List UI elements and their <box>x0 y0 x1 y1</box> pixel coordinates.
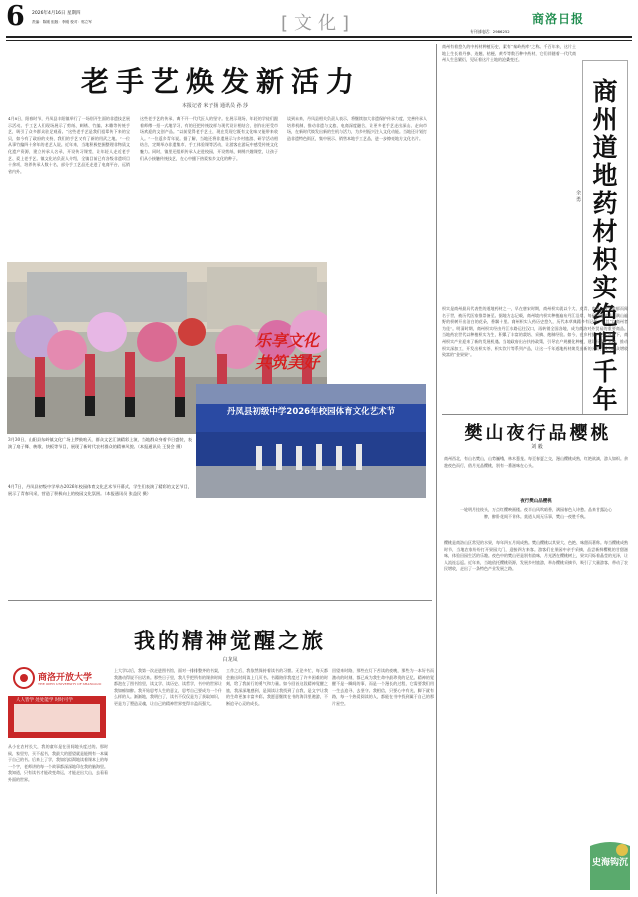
section-divider <box>8 600 432 601</box>
masthead-rule-thin <box>6 40 632 41</box>
stage-photo <box>196 384 426 498</box>
second-byline: 白龙凤 <box>222 657 238 663</box>
second-column-1: 从小在农村长大，我的童年是在田间地头度过的。那时候，家里穷，买不起书，我最大的愿望就是能拥有一本属于自己的书。后来上了学，我如饥似渴地读着课本上的每一个字，老师讲的每一个故事都深深地印在我的脑海里。我知道，只有读书才能改变命运，才能走出大山，去看看外面的世界。 <box>8 744 108 782</box>
paper-logo: 商洛日报 <box>532 12 585 26</box>
column-separator <box>436 44 437 894</box>
hotline: 专刊部电话：2986252 <box>470 29 510 34</box>
stage-banner: 丹凤县初级中学2026年校园体育文化艺术节 <box>226 407 396 417</box>
second-column-4: 回望来时路，那些在灯下苦读的夜晚，那些为一本好书而激动的时刻，都已成为我生命中最珍贵的记忆。精神的觉醒不是一瞬间的事，而是一个漫长的过程，它需要我们用一生去追寻、去坚守。我相信，只要心中有光，脚下就有路，每一个热爱阅读的人，都能在书中找到属于自己的那片星空。 <box>332 668 434 706</box>
art-text-line-2: 共筑美好 <box>254 353 319 372</box>
poem-body: 樱桃是商洛山区常见的水果，每年四五月间成熟。樊山樱桃以其果大、色艳、味甜而著称。每当樱桃成熟时节，当地农家纷纷打开果园大门，迎接四方来客。游客们在果园中亲手采摘，品尝新鲜樱桃的甘甜滋味，体验田园生活的乐趣。夜色中的樊山更是别有韵味，月光洒在樱桃树上，果实闪烁着晶莹的光泽，让人流连忘返。近年来，当地依托樱桃资源，发展乡村旅游，举办樱桃采摘节，吸引了大量游客，带动了农民增收，走出了一条特色产业发展之路。 <box>444 540 628 572</box>
date-line: 2026年4月16日 星期四 <box>32 11 81 16</box>
right-author: 余 勇 <box>575 190 581 202</box>
poem-intro: 商州西北，有山名樊山，山势巍峨，林木葱茏。每至春夏之交，漫山樱桃成熟，红艳欲滴，游人如织。余趁夜色而行，借月光品樱桃，别有一番滋味在心头。 <box>444 456 628 468</box>
caption-1: 3月30日，山阳县东岭镇文化广场上锣鼓喧天，群众文艺汇演精彩上演，当地群众身着节日盛装，表演了扇子舞、秧歌、快板等节目，展现了新时代农村群众的精神风貌。（本报通讯员 王贤会 摄） <box>8 437 192 449</box>
masthead-rule <box>6 36 632 38</box>
lead-column-2: 这些老手艺的传承，离不开一代代匠人的坚守。在展示现场，年轻的学徒们跟着师傅一招一式地学习，有的还把传统纹样与现代设计相结合，创作出更受市场欢迎的文创产品。“以前觉得老手艺土，现在发现它既有文化味又能带来收入。”一位返乡青年说。据了解，当地还将非遗展示与乡村旅游、研学活动相结合，定期举办非遗集市、手工体验课等活动，让游客在游玩中感受传统文化魅力。同时，镇里还组织传承人走进校园，开设剪纸、刺绣兴趣课堂，让孩子们从小接触传统技艺，在心中播下热爱家乡文化的种子。 <box>140 116 278 161</box>
second-headline: 我的精神觉醒之旅 <box>134 629 326 653</box>
staff-line: 责编：陈刚 组版：李刚 校对：郭立军 <box>32 20 92 24</box>
poem-subtitle: 夜行樊山品樱桃 <box>520 499 552 504</box>
ad-school-name-en: THE OPEN UNIVERSITY OF SHANGLUO <box>38 682 102 686</box>
stage-photo-svg <box>196 384 426 498</box>
lead-byline: 本报记者 米子扬 通讯员 孙 莎 <box>181 103 249 109</box>
right-body: 枳实是商州最具代表性的道地药材之一，早在唐宋时期，商州枳实就以个大、皮青、肉厚、香气浓郁而闻名于世，被历代医家推崇备至。据地方志记载，商州境内枳实种植遍布丹江沿岸，每到初夏时节，满山遍野的枳树开出洁白的花朵，香飘十里。商州枳实入药历史悠久，历代本草典籍多有记载，称其“以商州者为佳”。明清时期，商州枳实经由丹江水路运往汉口，再转销全国各地，成为商洛对外贸易的重要商品。当地药农世代以种植枳实为生，积累了丰富的栽培、采摘、炮制经验。如今，在乡村振兴的大背景下，商州枳实产业迎来了新的发展机遇。当地政府出台扶持政策，引导农户规模化种植，建设标准化基地，推动枳实深加工，开发出枳实茶、枳实饮片等系列产品，让这一千年道地药材焕发出新的光彩，成为群众增收致富的“金果果”。 <box>442 306 628 358</box>
lead-headline: 老手艺焕发新活力 <box>80 65 361 98</box>
right-intro: 商州有着悠久的中药材种植历史，素有“秦岭药库”之称。千百年来，这片土地上生长着丹参、连翘、桔梗、黄芩等数百种中药材，它们伴随着一代代商州人生息繁衍，见证着这片土地的沧桑变迁。 <box>442 44 576 63</box>
right-title: 商州道地药材枳实绝唱千年 <box>589 78 618 414</box>
lead-column-3: 谈到未来，丹凤县相关负责人表示，将继续加大非遗保护传承力度，完善传承人培养机制，推动非遗与文旅、电商深度融合，让更多老手艺走出深山、走向市场，在新时代焕发出新的生机与活力，为乡村振兴注入文化动能。当地还计划打造非遗特色街区，集中展示、销售本地手工艺品，进一步擦亮地方文化名片。 <box>287 116 427 141</box>
second-column-3: 工作之后，我依然保持着读书的习惯。无论多忙，每天都会抽出时间读上几页书。书籍陪伴我度过了许多困难的时刻，给了我前行的勇气和力量。如今回首这段精神觉醒之旅，我深深地感到，是阅读让我找到了自我，是文字让我的生命更加丰富多彩。我愿意继续在书的海洋里遨游，不断追寻心灵的成长。 <box>226 668 328 706</box>
corner-label: 史海钩沉 <box>591 858 628 868</box>
poem-title: 樊山夜行品樱桃 <box>464 423 612 444</box>
art-text-line-1: 乐享文化 <box>254 331 319 350</box>
page-number: 6 <box>6 1 25 32</box>
caption-2: 4月7日，丹凤县初级中学举办2026年校园体育文化艺术节开幕式，学生们表演了精彩的文艺节目，展示了青春风采，营造了积极向上的校园文化氛围。（本报通讯员 张益民 摄） <box>8 484 192 496</box>
ad-slogan: 人人皆学 处处能学 时时可学 <box>16 698 73 703</box>
art-text <box>237 330 337 374</box>
right-divider <box>442 414 628 415</box>
second-column-2: 上大学以后，我第一次走进图书馆，面对一排排整齐的书架，我激动得说不出话来。那些日子里，我几乎把所有的课余时间都泡在了图书馆里，读文学、读历史、读哲学，书中的世界让我如痴如醉。我开始思考人生的意义，思考自己要成为一个什么样的人。渐渐地，我明白了，读书不仅仅是为了获取知识，更是为了塑造灵魂，让自己的精神世界变得丰盈而强大。 <box>114 668 222 706</box>
lead-column-1: 4月8日，阳春时节，丹凤县丰阳镇举行了一场别开生面的非遗技艺展示活动。手工艺人们现场展示了剪纸、刺绣、竹编、木雕等传统手艺，吸引了众多群众驻足观看。“这些老手艺是我们祖辈传下来的宝贝，如今有了政府的支持，我们的手艺又有了新的用武之地。”一位从事竹编四十余年的老艺人说。近年来，当地积极挖掘整理非物质文化遗产资源，建立传承人名录，开设传习课堂，让年轻人走近老手艺、爱上老手艺。镇文化站负责人介绍，全镇目前已有各级非遗项目十余项，培养传承人数十名，部分手工艺品还走进了电商平台，远销省内外。 <box>8 116 130 174</box>
ad-school-name: 商洛开放大学 <box>38 673 93 683</box>
section-title: [文化] <box>280 13 356 34</box>
poem-verse: 一轮明月挂枝头，万点红樱映画楼。夜半山风吹暗香，满园春色入诗愁。品来甘露沁心脾，醉卧花间不肯休。莫道人间无乐事，樊山一夜胜千秋。 <box>460 507 612 519</box>
poem-author: 刘 毅 <box>531 444 543 450</box>
ad-box <box>8 660 106 738</box>
